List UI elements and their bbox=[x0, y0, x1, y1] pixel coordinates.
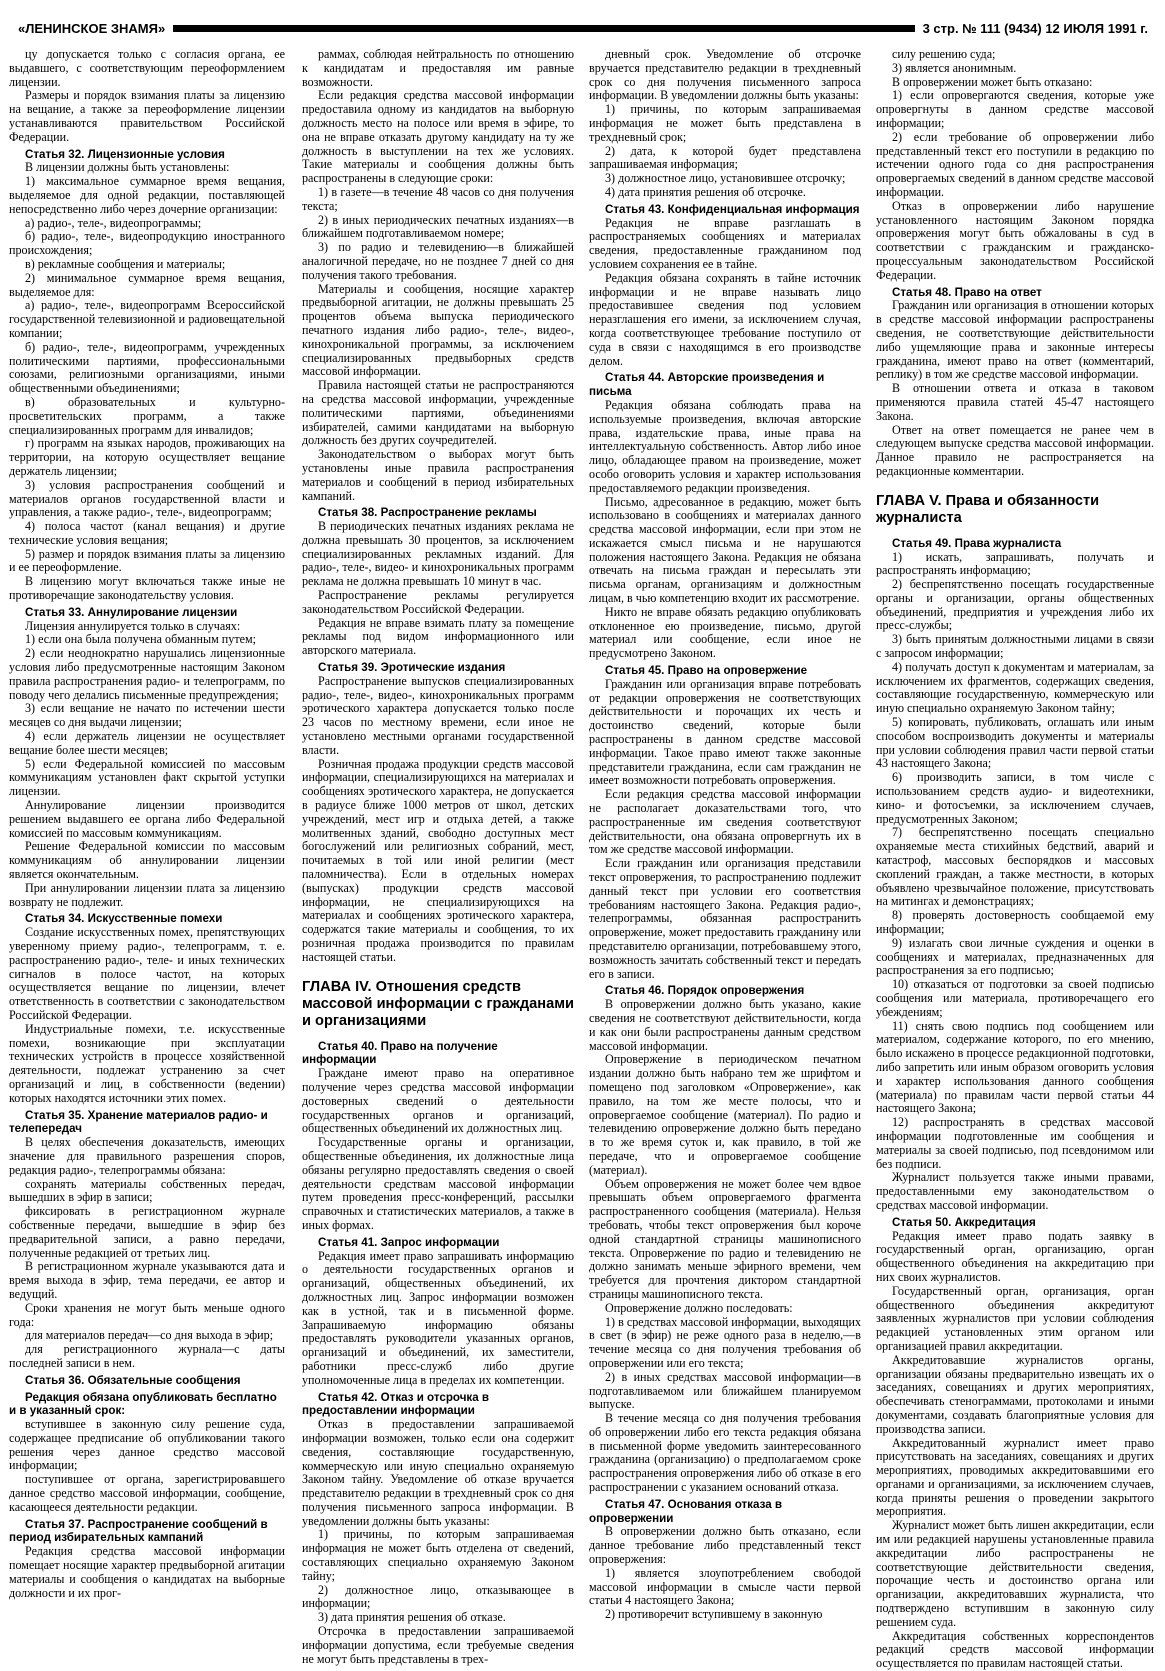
paragraph: 2) если требование об опровержении либо представленный текст его поступили в редакцию по истечении одного года со дня распространения опровергаемых сведений в данном средстве массовой информации. bbox=[876, 129, 1154, 199]
paragraph: 1) причины, по которым запрашиваемая информация не может быть представлена в трехдневный срок; bbox=[589, 102, 861, 144]
paragraph: Редакция обязана сохранять в тайне источник информации и не вправе называть лицо предоставившее сведения под условием неразглашения его имени, за исключением случая, когда соответствующее требование поступило от суда в связи с находящимся в его производстве делом. bbox=[589, 270, 861, 368]
article-heading: Статья 43. Конфиденциальная информация bbox=[605, 202, 860, 216]
article-heading: Статья 34. Искусственные помехи bbox=[25, 912, 223, 926]
paragraph: 7) беспрепятственно посещать специально охраняемые места стихийных бедствий, аварий и катастроф, массовых беспорядков и массовых скоплений граждан, а также местности, в которых объявлено чрезвычайное положение, присутствовать на митингах и демонстрациях; bbox=[876, 825, 1154, 909]
article-heading: Статья 37. Распространение сообщений в период избирательных кампаний bbox=[9, 1517, 268, 1545]
paragraph: Отказ в предоставлении запрашиваемой информации возможен, только если она содержит сведения, составляющие государственную, коммерческую или иную специально охраняемую Законом тайну. Уведомление об отказе вручается представителю редакции в трехдневный срок со дня получения письменного запроса информации. В уведомлении должны быть указаны: bbox=[302, 1417, 574, 1528]
article-heading: Статья 46. Порядок опровержения bbox=[605, 984, 805, 998]
paragraph: в) рекламные сообщения и материалы; bbox=[25, 256, 226, 271]
paragraph: 1) в газете—в течение 48 часов со дня получения текста; bbox=[302, 184, 574, 213]
article-heading: Статья 41. Запрос информации bbox=[318, 1235, 500, 1249]
article-heading: Статья 39. Эротические издания bbox=[318, 661, 506, 675]
paragraph: Редакция не вправе взимать плату за помещение рекламы под видом информационного или авторского материала. bbox=[302, 615, 574, 658]
paragraph: б) радио-, теле-, видеопрограмм, учрежденных политическими партиями, профессиональными союзами, религиозными организациями, иными общественными объединениями; bbox=[9, 339, 285, 396]
paragraph: 8) проверять достоверность сообщаемой ему информации; bbox=[876, 908, 1154, 937]
paragraph: Размеры и порядок взимания платы за лицензию на вещание, а также за переоформление лицензии устанавливаются правительством Российской Федерации. bbox=[9, 88, 285, 144]
article-heading: Статья 35. Хранение материалов радио- и телепередач bbox=[9, 1108, 268, 1136]
paragraph: 2) дата, к которой будет представлена запрашиваемая информация; bbox=[589, 143, 861, 172]
paragraph: 1) в средствах массовой информации, выходящих в свет (в эфир) не реже одного раза в неделю,—в течение месяца со дня получения требования об опровержении или его текста; bbox=[589, 1314, 861, 1370]
paragraph: 3) если вещание не начато по истечении шести месяцев со дня выдачи лицензии; bbox=[9, 701, 285, 730]
paragraph: Аккредитованный журналист имеет право присутствовать на заседаниях, совещаниях и других мероприятиях, проводимых аккредитовавшими его органами и организациями, за исключением случаев, когда приняты решения о проведении закрытого мероприятия. bbox=[876, 1435, 1154, 1519]
chapter-title: ГЛАВА V. Права и обязанности журналиста bbox=[876, 492, 1100, 526]
paragraph: 2) в иных средствах массовой информации—в подготавливаемом или ближайшем планируемом выпуске. bbox=[589, 1369, 861, 1412]
issue-info: 3 стр. № 111 (9434) 12 ИЮЛЯ 1991 г. bbox=[915, 20, 1148, 37]
paragraph: В целях обеспечения доказательств, имеющих значение для правильного разрешения споров, редакция радио-, телепрограммы обязана: bbox=[9, 1135, 285, 1177]
paragraph: поступившее от органа, зарегистрировавшего данное средство массовой информации, сообщение, касающееся деятельности редакции. bbox=[9, 1472, 285, 1514]
article-heading: Статья 32. Лицензионные условия bbox=[25, 147, 225, 161]
paragraph: 3) дата принятия решения об отказе. bbox=[318, 1610, 506, 1625]
paragraph: Государственные органы и организации, общественные объединения, их должностные лица обязаны регулярно предоставлять сведения о своей деятельности средствам массовой информации путем проведения пресс-конференций, рассылки справочных и статистических материалов, а также в иных формах. bbox=[302, 1135, 574, 1232]
paragraph: При аннулировании лицензии плата за лицензию возврату не подлежит. bbox=[9, 880, 285, 909]
paragraph: В лицензии должны быть установлены: bbox=[25, 160, 230, 175]
paragraph: 11) снять свою подпись под сообщением или материалом, содержание которого, по его мнению, было искажено в процессе редакционной подготовки, либо запретить или иным образом оговорить условия и характер использования данного сообщения (материала) по правилам части первой статьи 44 настоящего Закона; bbox=[876, 1018, 1154, 1116]
paragraph: Распространение рекламы регулируется законодательством Российской Федерации. bbox=[302, 588, 574, 616]
chapter-title: ГЛАВА IV. Отношения средств массовой информации с гражданами и организациями bbox=[302, 978, 574, 1029]
paragraph: 1) является злоупотреблением свободой массовой информации в смысле части первой статьи 4 настоящего Закона; bbox=[589, 1565, 861, 1608]
paragraph: Гражданин или организация в отношении которых в средстве массовой информации распространены сведения, не соответствующие действительности либо ущемляющие права и законные интересы гражданина, имеют право на ответ (комментарий, реплику) в том же средстве массовой информации. bbox=[876, 298, 1154, 382]
column-2 bbox=[302, 47, 574, 1666]
paragraph: В лицензию могут включаться также иные не противоречащие законодательству условия. bbox=[9, 574, 285, 603]
paragraph: 2) беспрепятственно посещать государственные органы и организации, органы общественных объединений, предприятия и учреждения либо их пресс-службы; bbox=[876, 577, 1154, 633]
paragraph: В регистрационном журнале указываются дата и время выхода в эфир, тема передачи, ее автор и ведущий. bbox=[9, 1259, 285, 1301]
paragraph: 12) распространять в средствах массовой информации подготовленные им сообщения и материалы за своей подписью, под псевдонимом или без подписи. bbox=[876, 1115, 1154, 1171]
paragraph: раммах, соблюдая нейтральность по отношению к кандидатам и предоставляя им равные возможности. bbox=[302, 47, 574, 89]
paragraph: Создание искусственных помех, препятствующих уверенному приему радио-, телепрограмм, т. е. распространению радио-, теле- и иных технических сигналов в полосе частот, на которых осуществляется вещание по лицензии, влечет ответственность в соответствии с законодательством Российской Федерации. bbox=[9, 925, 285, 1022]
paragraph: Редакция обязана соблюдать права на используемые произведения, включая авторские права, издательские права, иные права на интеллектуальную собственность. Автор либо иное лицо, обладающее правом на произведение, может особо оговорить условия и характер использования предоставляемого редакции произведения. bbox=[589, 397, 861, 495]
paragraph: Редакция имеет право подать заявку в государственный орган, организацию, орган общественного объединения на аккредитацию при них своих журналистов. bbox=[876, 1228, 1154, 1284]
masthead bbox=[18, 20, 1148, 38]
paragraph: 1) если опровергаются сведения, которые уже опровергнуты в данном средстве массовой информации; bbox=[876, 88, 1154, 130]
article-heading: Статья 38. Распространение рекламы bbox=[318, 506, 537, 520]
paragraph: в) образовательных и культурно-просветительских программ, а также специализированных программ для инвалидов; bbox=[9, 394, 285, 437]
article-heading: Статья 40. Право на получение информации bbox=[302, 1039, 498, 1067]
paragraph: В опровержении должно быть отказано, если данное требование либо представленный текст опровержения: bbox=[589, 1524, 861, 1567]
paragraph: Если гражданин или организация представили текст опровержения, то распространению подлежит данный текст при условии его соответствия требованиям настоящего Закона. Редакция радио-, телепрограммы, обязанная распространить опровержение, может предоставить гражданину или представителю организации, потребовавшему этого, возможность зачитать собственный текст и передать его в записи. bbox=[589, 856, 861, 981]
paragraph: Журналист пользуется также иными правами, предоставленными ему законодательством о средствах массовой информации. bbox=[876, 1170, 1154, 1212]
paragraph: 1) искать, запрашивать, получать и распространять информацию; bbox=[876, 549, 1154, 578]
paragraph: дневный срок. Уведомление об отсрочке вручается представителю редакции в трехдневный срок со дня получения письменного запроса информации. В уведомлении должны быть указаны: bbox=[589, 47, 861, 103]
paragraph: 2) в иных периодических печатных изданиях—в ближайшем подготавливаемом номере; bbox=[302, 212, 574, 241]
column-4 bbox=[876, 47, 1154, 1671]
paragraph: 4) дата принятия решения об отсрочке. bbox=[605, 184, 806, 199]
paragraph: 3) является анонимным. bbox=[892, 60, 1017, 75]
paragraph: Законодательством о выборах могут быть установлены иные правила распространения материалов и сообщений в период избирательных кампаний. bbox=[302, 447, 574, 503]
paragraph: 1) если она была получена обманным путем; bbox=[25, 632, 256, 647]
paragraph: В периодических печатных изданиях реклама не должна превышать 30 процентов, за исключением специализированных рекламных изданий. Для радио-, теле-, видео- и кинохроникальных программ реклама не должна превышать 10 минут в час. bbox=[302, 519, 574, 589]
paragraph: Сроки хранения не могут быть меньше одного года: bbox=[9, 1300, 285, 1329]
paragraph: 2) если неоднократно нарушались лицензионные условия либо предусмотренные настоящим Законом правила распространения радио- и телепрограмм, по поводу чего делались письменные предупреждения; bbox=[9, 646, 285, 702]
paragraph: 3) должностное лицо, установившее отсрочку; bbox=[605, 171, 846, 186]
paragraph: 2) должностное лицо, отказывающее в информации; bbox=[302, 1582, 574, 1611]
column-3 bbox=[589, 48, 861, 1633]
paragraph: сохранять материалы собственных передач, вышедших в эфир в записи; bbox=[9, 1176, 285, 1205]
paragraph: г) программ на языках народов, проживающих на территории, на которую осуществляет вещание держатель лицензии; bbox=[9, 436, 285, 478]
article-heading: Статья 36. Обязательные сообщения bbox=[25, 1373, 241, 1387]
paragraph: Правила настоящей статьи не распространяются на средства массовой информации, учрежденные политическими партиями, объединениями избирателей, самими кандидатами на выборную должность без других соучредителей. bbox=[302, 378, 574, 448]
paragraph: 4) если держатель лицензии не осуществляет вещание более шести месяцев; bbox=[9, 729, 285, 757]
article-heading: Статья 45. Право на опровержение bbox=[605, 664, 808, 678]
paragraph: 2) минимальное суммарное время вещания, выделяемое для: bbox=[9, 270, 285, 299]
paragraph: Объем опровержения не может более чем вдвое превышать объем опровергаемого фрагмента распространенного сообщения (материала). Нельзя требовать, чтобы текст опровержения был короче одной стандартной страницы машинописного текста. Опровержение по радио и телевидению не должно занимать меньше эфирного времени, чем требуется для прочтения диктором стандартной страницы машинописного текста. bbox=[589, 1176, 861, 1301]
paragraph: Лицензия аннулируется только в случаях: bbox=[25, 618, 241, 633]
paragraph: 9) излагать свои личные суждения и оценки в сообщениях и материалах, предназначенных для распространения за его подписью; bbox=[876, 935, 1154, 978]
paragraph: силу решению суда; bbox=[892, 47, 996, 61]
paragraph: Распространение выпусков специализированных радио-, теле-, видео-, кинохроникальных программ эротического характера допускается только после 23 часов по местному времени, если иное не установлено местными органами государственной власти. bbox=[302, 673, 574, 757]
paragraph: Граждане имеют право на оперативное получение через средства массовой информации достоверных сведений о деятельности государственных органов и организаций, общественных объединений их должностных лиц. bbox=[302, 1066, 574, 1136]
paragraph: Аккредитация собственных корреспондентов редакций средств массовой информации осуществляется по правилам настоящей статьи. bbox=[876, 1628, 1154, 1671]
paragraph: Если редакция средства массовой информации не располагает доказательствами того, что распространенные им сведения соответствуют действительности, она обязана опровергнуть их в том же средстве массовой информации. bbox=[589, 787, 861, 857]
article-heading: Статья 50. Аккредитация bbox=[892, 1215, 1036, 1229]
paragraph: Отсрочка в предоставлении запрашиваемой информации допустима, если требуемые сведения не могут быть представлены в трех- bbox=[302, 1624, 574, 1666]
article-heading: Статья 42. Отказ и отсрочка в предоставлении информации bbox=[302, 1390, 490, 1418]
paragraph: Ответ на ответ помещается не ранее чем в следующем выпуске средства массовой информации. Данное правило не распространяется на редакционные комментарии. bbox=[876, 422, 1154, 478]
paragraph: Гражданин или организация вправе потребовать от редакции опровержения не соответствующих действительности и порочащих их честь и достоинство сведений, которые были распространены в данном средстве массовой информации. Такое право имеют также законные представители гражданина, если сам гражданин не имеет возможности потребовать опровержения. bbox=[589, 676, 861, 788]
article-heading: Статья 47. Основания отказа в опровержении bbox=[589, 1497, 782, 1525]
paragraph: 4) полоса частот (канал вещания) и другие технические условия вещания; bbox=[9, 519, 285, 547]
paragraph: Редакция средства массовой информации помещает носящие характер предвыборной агитации материалы и сообщения о кандидатах на выборные должности и их прог- bbox=[9, 1544, 285, 1600]
paragraph: Если редакция средства массовой информации предоставила одному из кандидатов на выборную должность место на полосе или время в эфире, то она не вправе отказать другому кандидату на ту же должность в выступлении на тех же условиях. Такие материалы и сообщения должны быть распространены в следующие сроки: bbox=[302, 88, 574, 186]
article-heading: Статья 49. Права журналиста bbox=[892, 536, 1062, 550]
paragraph: 3) по радио и телевидению—в ближайшей аналогичной передаче, но не позднее 7 дней со дня получения такого требования. bbox=[302, 240, 574, 282]
paragraph: цу допускается только с согласия органа, ее выдавшего, с соответствующим переоформлением лицензии. bbox=[9, 47, 285, 89]
paragraph: вступившее в законную силу решение суда, содержащее предписание об опубликовании такого решения через данное средство массовой информации; bbox=[9, 1417, 285, 1473]
paragraph: Редакция не вправе разглашать в распространяемых сообщениях и материалах сведения, предоставленные гражданином под условием сохранения ее в тайне. bbox=[589, 215, 861, 271]
paragraph: фиксировать в регистрационном журнале собственные передачи, вышедшие в эфир без предварительной записи, а равно передачи, полученные редакцией от третьих лиц. bbox=[9, 1204, 285, 1260]
paragraph: Отказ в опровержении либо нарушение установленного настоящим Законом порядка опровержения могут быть обжалованы в суд в соответствии с гражданским и гражданско-процессуальным законодательством Российской Федерации. bbox=[876, 198, 1154, 282]
paragraph: б) радио-, теле-, видеопродукцию иностранного происхождения; bbox=[9, 229, 285, 258]
paragraph: 2) противоречит вступившему в законную bbox=[605, 1607, 823, 1622]
paragraph: 5) копировать, публиковать, оглашать или иным способом воспроизводить документы и материалы при условии соблюдения правил части первой статьи 43 настоящего Закона; bbox=[876, 715, 1154, 771]
paragraph: 1) причины, по которым запрашиваемая информация не может быть отделена от сведений, составляющих специально охраняемую Законом тайну; bbox=[302, 1527, 574, 1583]
paragraph: Материалы и сообщения, носящие характер предвыборной агитации, не должны превышать 25 процентов объема выпуска периодического печатного издания либо радио-, теле-, видео-, кинохроникальной программы, за исключением специализированных предвыборных средств массовой информации. bbox=[302, 281, 574, 379]
paragraph: 4) получать доступ к документам и материалам, за исключением их фрагментов, содержащих сведения, составляющие государственную, коммерческую или иную специально охраняемую Законом тайну; bbox=[876, 659, 1154, 716]
paragraph: 1) максимальное суммарное время вещания, выделяемое для одной редакции, поставляющей непосредственно либо через дочерние организации: bbox=[9, 174, 285, 216]
paragraph: 10) отказаться от подготовки за своей подписью сообщения или материала, противоречащего его убеждениям; bbox=[876, 977, 1154, 1019]
paragraph: 3) условия распространения сообщений и материалов органов государственной власти и управления, а также радио-, теле-, видеопрограмм; bbox=[9, 477, 285, 520]
article-heading: Статья 44. Авторские произведения и письма bbox=[589, 371, 825, 399]
paragraph: В опровержении должно быть указано, какие сведения не соответствуют действительности, когда и как они были распространены данным средством массовой информации. bbox=[589, 997, 861, 1053]
paragraph: Аннулирование лицензии производится решением выдавшего ее органа либо Федеральной комиссией по массовым коммуникациям. bbox=[9, 798, 285, 840]
paragraph: 3) быть принятым должностными лицами в связи с запросом информации; bbox=[876, 632, 1154, 661]
paragraph: 5) размер и порядок взимания платы за лицензию и ее переоформление. bbox=[9, 546, 285, 575]
paragraph: Редакция имеет право запрашивать информацию о деятельности государственных органов и организаций, общественных объединений, их должностных лиц. Запрос информации возможен как в устной, так и в письменной форме. Запрашиваемую информацию обязаны предоставлять руководители указанных органов, организаций и объединений, их заместители, работники пресс-служб либо другие уполномоченные лица в пределах их компетенции. bbox=[302, 1248, 574, 1387]
paragraph: В отношении ответа и отказа в таковом применяются правила статей 45-47 настоящего Закона. bbox=[876, 381, 1154, 423]
column-1 bbox=[9, 48, 285, 1633]
paragraph: для материалов передач—со дня выхода в эфир; bbox=[25, 1328, 274, 1343]
paragraph: Индустриальные помехи, т.е. искусственные помехи, возникающие при эксплуатации технических устройств в процессе хозяйственной деятельности, подлежат устранению за счет организаций и лиц, в собственности (ведении) которых находятся источники этих помех. bbox=[9, 1021, 285, 1105]
article-heading: Редакция обязана опубликовать бесплатно и в указанный срок: bbox=[9, 1390, 277, 1418]
article-heading: Статья 33. Аннулирование лицензии bbox=[25, 605, 238, 619]
paragraph: В течение месяца со дня получения требования об опровержении либо его текста редакция обязана в письменной форме уведомить заинтересованного гражданина (организацию) о предполагаемом сроке распространения опровержения либо об отказе в его распространении с указанием оснований отказа. bbox=[589, 1411, 861, 1495]
paragraph: Опровержение должно последовать: bbox=[605, 1300, 793, 1315]
paragraph: для регистрационного журнала—с даты последней записи в нем. bbox=[9, 1342, 285, 1370]
newspaper-name: «ЛЕНИНСКОЕ ЗНАМЯ» bbox=[18, 20, 173, 37]
paragraph: 5) если Федеральной комиссией по массовым коммуникациям установлен факт скрытой уступки лицензии. bbox=[9, 756, 285, 799]
paragraph: Решение Федеральной комиссии по массовым коммуникациям об аннулировании лицензии является окончательным. bbox=[9, 839, 285, 882]
paragraph: Государственный орган, организация, орган общественного объединения аккредитуют заявленных журналистов при условии соблюдения редакцией установленных этим органом или организацией правил аккредитации. bbox=[876, 1283, 1154, 1353]
paragraph: В опровержении может быть отказано: bbox=[892, 74, 1093, 89]
paragraph: 6) производить записи, в том числе с использованием средств аудио- и видеотехники, кино- и фотосъемки, за исключением случаев, предусмотренных Законом; bbox=[876, 770, 1154, 826]
paragraph: Розничная продажа продукции средств массовой информации, специализирующихся на материалах и сообщениях эротического характера, не допускается в радиусе ближе 1000 метров от школ, детских учреждений, мест игр и отдыха детей, а также молитвенных зданий, свободно доступных мест богослужений или религиозных собраний, мест, почитаемых в той или иной религии (мест паломничества). Если в отдельных номерах (выпусках) продукции средств массовой информации, не специализирующихся на материалах и сообщениях эротического характера, содержатся такие материалы и сообщения, то их розничная продажа производится по правилам настоящей статьи. bbox=[302, 756, 574, 964]
paragraph: а) радио-, теле-, видеопрограмм Всероссийской государственной телевизионной и радиовещательной компании; bbox=[9, 298, 285, 340]
article-heading: Статья 48. Право на ответ bbox=[892, 285, 1042, 299]
paragraph: Письмо, адресованное в редакцию, может быть использовано в сообщениях и материалах данного средства массовой информации, если при этом не искажается смысл письма и не нарушаются положения настоящего Закона. Редакция не обязана отвечать на письма граждан и пересылать эти письма органам, организациям и должностным лицам, в чью компетенцию входит их рассмотрение. bbox=[589, 494, 861, 606]
paragraph: Журналист может быть лишен аккредитации, если им или редакцией нарушены установленные правила аккредитации либо распространены не соответствующие действительности сведения, порочащие честь и достоинство органа или организации, аккредитовавших журналиста, что подтверждено вступившим в законную силу решением суда. bbox=[876, 1518, 1154, 1629]
paragraph: а) радио-, теле-, видеопрограммы; bbox=[25, 215, 202, 230]
paragraph: Аккредитовавшие журналистов органы, организации обязаны предварительно извещать их о заседаниях, совещаниях и других мероприятиях, обеспечивать стенограммами, протоколами и иными документами, создавать благоприятные условия для производства записи. bbox=[876, 1352, 1154, 1436]
paragraph: Никто не вправе обязать редакцию опубликовать отклоненное ею произведение, письмо, другой материал или сообщение, если иное не предусмотрено Законом. bbox=[589, 604, 861, 661]
paragraph: Опровержение в периодическом печатном издании должно быть набрано тем же шрифтом и помещено под заголовком «Опровержение», как правило, на том же месте полосы, что и опровергаемое сообщение (материал). По радио и телевидению опровержение должно быть передано в то же время суток и, как правило, в той же передаче, что и опровергаемое сообщение (материал). bbox=[589, 1052, 861, 1177]
